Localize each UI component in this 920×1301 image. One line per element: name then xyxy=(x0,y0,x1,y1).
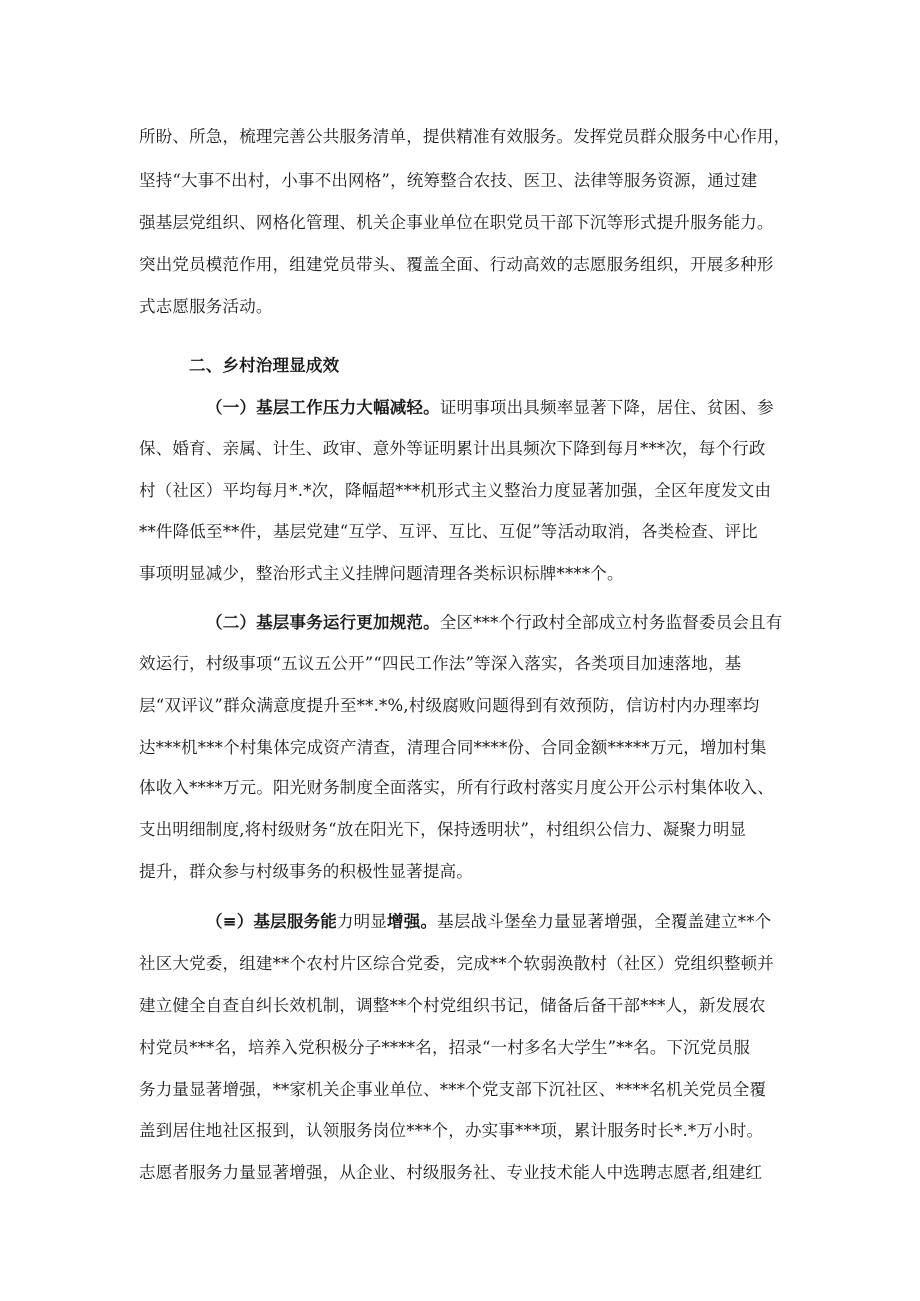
section-heading: 二、乡村治理显成效 xyxy=(189,356,340,375)
text-line: 坚持“大事不出村，小事不出网格”，统筹整合农技、医卫、法律等服务资源，通过建 xyxy=(139,171,758,190)
text-line: 盖到居住地社区报到，认领服务岗位***个，办实事***项，累计服务时长*.*万小时。 xyxy=(139,1121,764,1140)
text-line: 效运行，村级事项“五议五公开”“四民工作法”等深入落实，各类项目加速落地，基 xyxy=(139,654,742,673)
text-line: 体收入****万元。阳光财务制度全面落实，所有行政村落实月度公开公示村集体收入、 xyxy=(139,778,774,797)
text-line: 层“双评议”群众满意度提升至**.*%,村级腐败问题得到有效预防，信访村内办理率均 xyxy=(139,696,760,715)
paragraph-title-part: （≡）基层服务能 xyxy=(206,912,337,931)
paragraph-title: （一）基层工作压力大幅减轻。 xyxy=(206,398,440,417)
text-line: 村（社区）平均每月*.*次，降幅超***机形式主义整治力度显著加强，全区年度发文由 xyxy=(139,481,772,500)
paragraph-text: 全区***个行政村全部成立村务监督委员会且有 xyxy=(439,613,783,632)
text-line: 式志愿服务活动。 xyxy=(139,297,273,316)
paragraph-text: 证明事项出具频率显著下降，居住、贫困、参 xyxy=(439,398,774,417)
text-line: 提升，群众参与村级事务的积极性显著提高。 xyxy=(139,862,473,881)
paragraph-first-line xyxy=(206,911,886,933)
paragraph-title-part: 力明显 xyxy=(336,912,388,931)
text-line: 支出明细制度,将村级财务“放在阳光下，保持透明状”，村组织公信力、凝聚力明显 xyxy=(139,820,747,839)
paragraph-title: （二）基层事务运行更加规范。 xyxy=(206,613,440,632)
text-line: 社区大党委，组建**个农村片区综合党委，完成**个软弱涣散村（社区）党组织整顿并 xyxy=(139,954,774,973)
text-line: 志愿者服务力量显著增强，从企业、村级服务社、专业技术能人中选聘志愿者,组建红 xyxy=(139,1163,763,1182)
text-line: **件降低至**件，基层党建“互学、互评、互比、互促”等活动取消，各类检查、评比 xyxy=(139,522,758,541)
paragraph-first-line xyxy=(206,397,886,419)
text-line: 所盼、所急，梳理完善公共服务清单，提供精准有效服务。发挥党员群众服务中心作用， xyxy=(139,127,791,146)
text-line: 村党员***名，培养入党积极分子****名，招录“一村多名大学生”**名。下沉党员服 xyxy=(139,1038,751,1057)
text-line: 建立健全自查自纠长效机制，调整**个村党组织书记，储备后备干部***人，新发展农 xyxy=(139,996,766,1015)
text-line: 务力量显著增强，**家机关企事业单位、***个党支部下沉社区、****名机关党员全覆 xyxy=(139,1080,767,1099)
text-line: 突出党员模范作用，组建党员带头、覆盖全面、行动高效的志愿服务组织，开展多种形 xyxy=(139,255,774,274)
text-line: 保、婚育、亲属、计生、政审、意外等证明累计出具频次下降到每月***次，每个行政 xyxy=(139,439,766,458)
paragraph-text: 基层战斗堡垒力量显著增强，全覆盖建立**个 xyxy=(437,912,772,931)
paragraph-first-line xyxy=(206,612,886,634)
paragraph-title-part: 增强。 xyxy=(387,912,438,931)
text-line: 事项明显减少，整治形式主义挂牌问题清理各类标识标牌****个。 xyxy=(139,564,624,583)
text-line: 达***机***个村集体完成资产清查，清理合同****份、合同金额*****万元，增加村集 xyxy=(139,738,767,757)
text-line: 强基层党组织、网格化管理、机关企事业单位在职党员干部下沉等形式提升服务能力。 xyxy=(139,213,774,232)
